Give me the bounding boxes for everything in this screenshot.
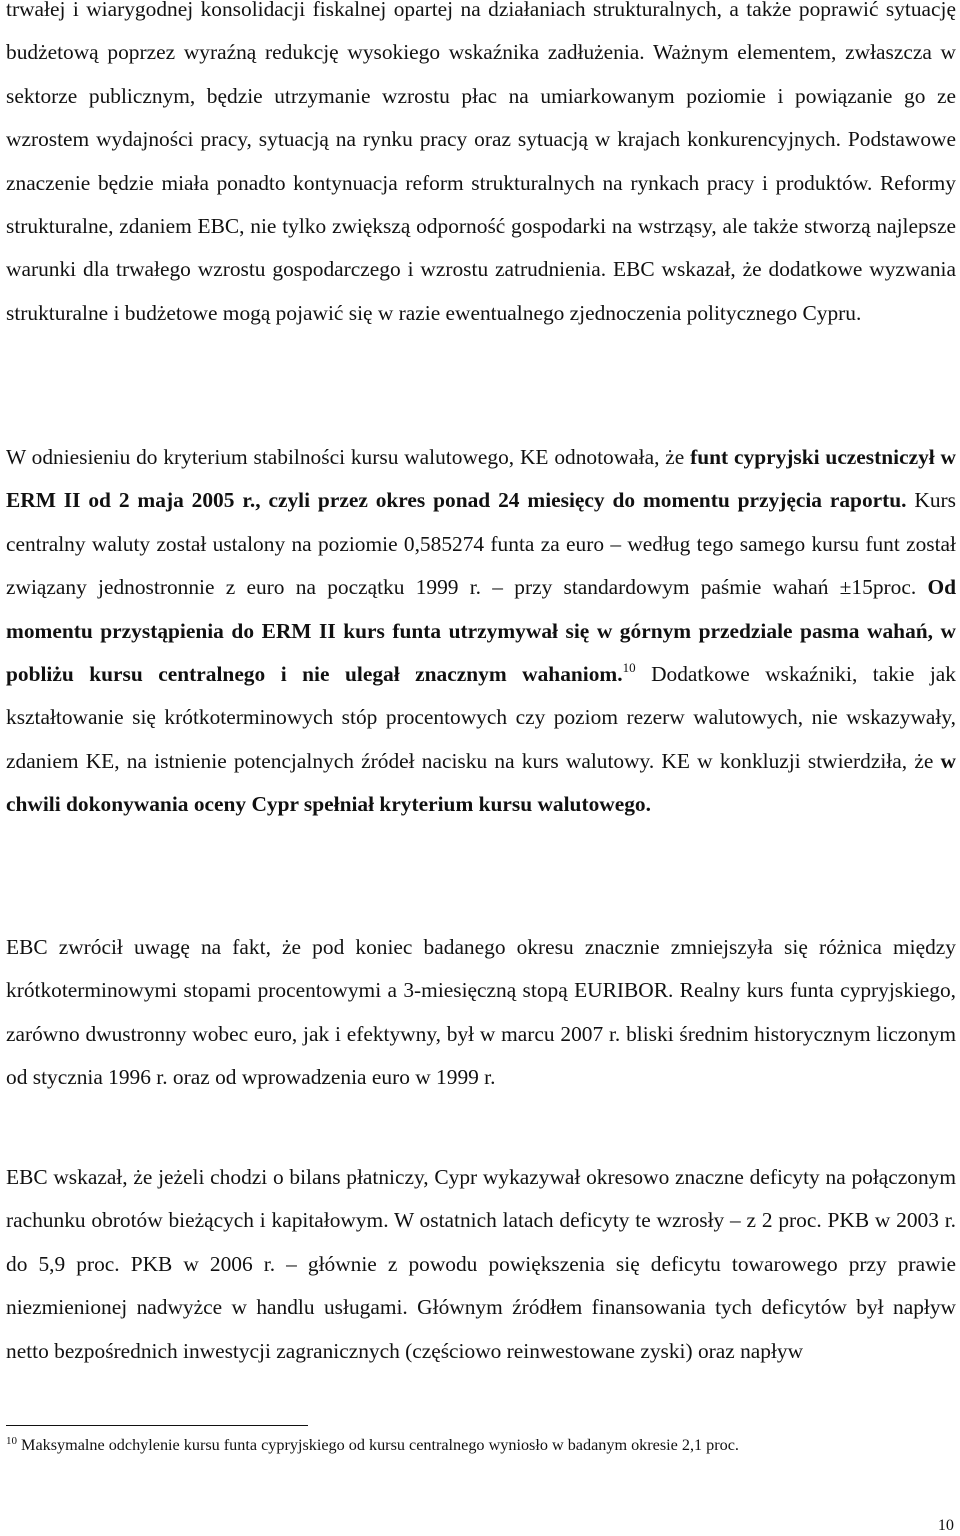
- footnote: [6, 1434, 956, 1456]
- footnote-separator: [6, 1425, 308, 1426]
- paragraph-exchange-rate-criterion: [6, 436, 956, 827]
- footnote-reference[interactable]: 10: [622, 660, 636, 676]
- paragraph-fiscal-consolidation: trwałej i wiarygodnej konsolidacji fiskalnej opartej na działaniach strukturalnych, a także poprawić sytuację budżetową poprzez wyraźną redukcję wysokiego wskaźnika zadłużenia. Ważnym elementem, zwłaszcza w sektorze publicznym, będzie utrzymanie wzrostu płac na umiarkowanym poziomie i powiązanie go ze wzrostem wydajności pracy, sytuacją na rynku pracy oraz sytuacją w krajach konkurencyjnych. Podstawowe znaczenie będzie miała ponadto kontynuacja reform strukturalnych na rynkach pracy i produktów. Reformy strukturalne, zdaniem EBC, nie tylko zwiększą odporność gospodarki na wstrząsy, ale także stworzą najlepsze warunki dla trwałego wzrostu gospodarczego i wzrostu zatrudnienia. EBC wskazał, że dodatkowe wyzwania strukturalne i budżetowe mogą pojawić się w razie ewentualnego zjednoczenia politycznego Cypru.: [6, 0, 956, 325]
- page-number: 10: [937, 1516, 954, 1534]
- text-segment: Dodatkowe wskaźniki, takie jak kształtowanie się krótkoterminowych stóp procentowych czy poziom rezerw walutowych, nie wskazywały, zdaniem KE, na istnienie potencjalnych źródeł nacisku na kurs walutowy. KE w konkluzji stwierdziła, że: [6, 662, 956, 773]
- text-segment: W odniesieniu do kryterium stabilności kursu walutowego, KE odnotowała, że: [6, 445, 691, 469]
- footnote-text: Maksymalne odchylenie kursu funta cypryjskiego od kursu centralnego wyniosło w badanym okresie 2,1 proc.: [17, 1436, 739, 1454]
- paragraph-balance-of-payments: EBC wskazał, że jeżeli chodzi o bilans płatniczy, Cypr wykazywał okresowo znaczne deficyty na połączonym rachunku obrotów bieżących i kapitałowym. W ostatnich latach deficyty te wzrosły – z 2 proc. PKB w 2003 r. do 5,9 proc. PKB w 2006 r. – głównie z powodu powiększenia się deficytu towarowego przy prawie niezmienionej nadwyżce w handlu usługami. Głównym źródłem finansowania tych deficytów był napływ netto bezpośrednich inwestycji zagranicznych (częściowo reinwestowane zyski) oraz napływ: [6, 1165, 956, 1363]
- bold-text-segment: funt cypryjski uczestniczył w ERM II od 2 maja 2005 r., czyli przez okres ponad 24 miesięcy do momentu przyjęcia raportu.: [6, 445, 957, 513]
- text-segment: Kurs centralny waluty został ustalony na poziomie 0,585274 funta za euro – według tego samego kursu funt został związany jednostronnie z euro na początku 1999 r. – przy standardowym paśmie wahań ±15proc.: [6, 488, 956, 600]
- footnote-number: 10: [6, 1435, 17, 1447]
- bold-text-segment: Od momentu przystąpienia do ERM II kurs funta utrzymywał się w górnym przedziale pasma wahań, w pobliżu kursu centralnego i nie ulegał znacznym wahaniom.: [6, 575, 956, 687]
- bold-text-segment: w chwili dokonywania oceny Cypr spełniał kryterium kursu walutowego.: [6, 748, 956, 817]
- paragraph-interest-rates: EBC zwrócił uwagę na fakt, że pod koniec badanego okresu znacznie zmniejszyła się różnica między krótkoterminowymi stopami procentowymi a 3-miesięczną stopą EURIBOR. Realny kurs funta cypryjskiego, zarówno dwustronny wobec euro, jak i efektywny, był w marcu 2007 r. bliski średnim historycznym liczonym od stycznia 1996 r. oraz od wprowadzenia euro w 1999 r.: [6, 935, 956, 1090]
